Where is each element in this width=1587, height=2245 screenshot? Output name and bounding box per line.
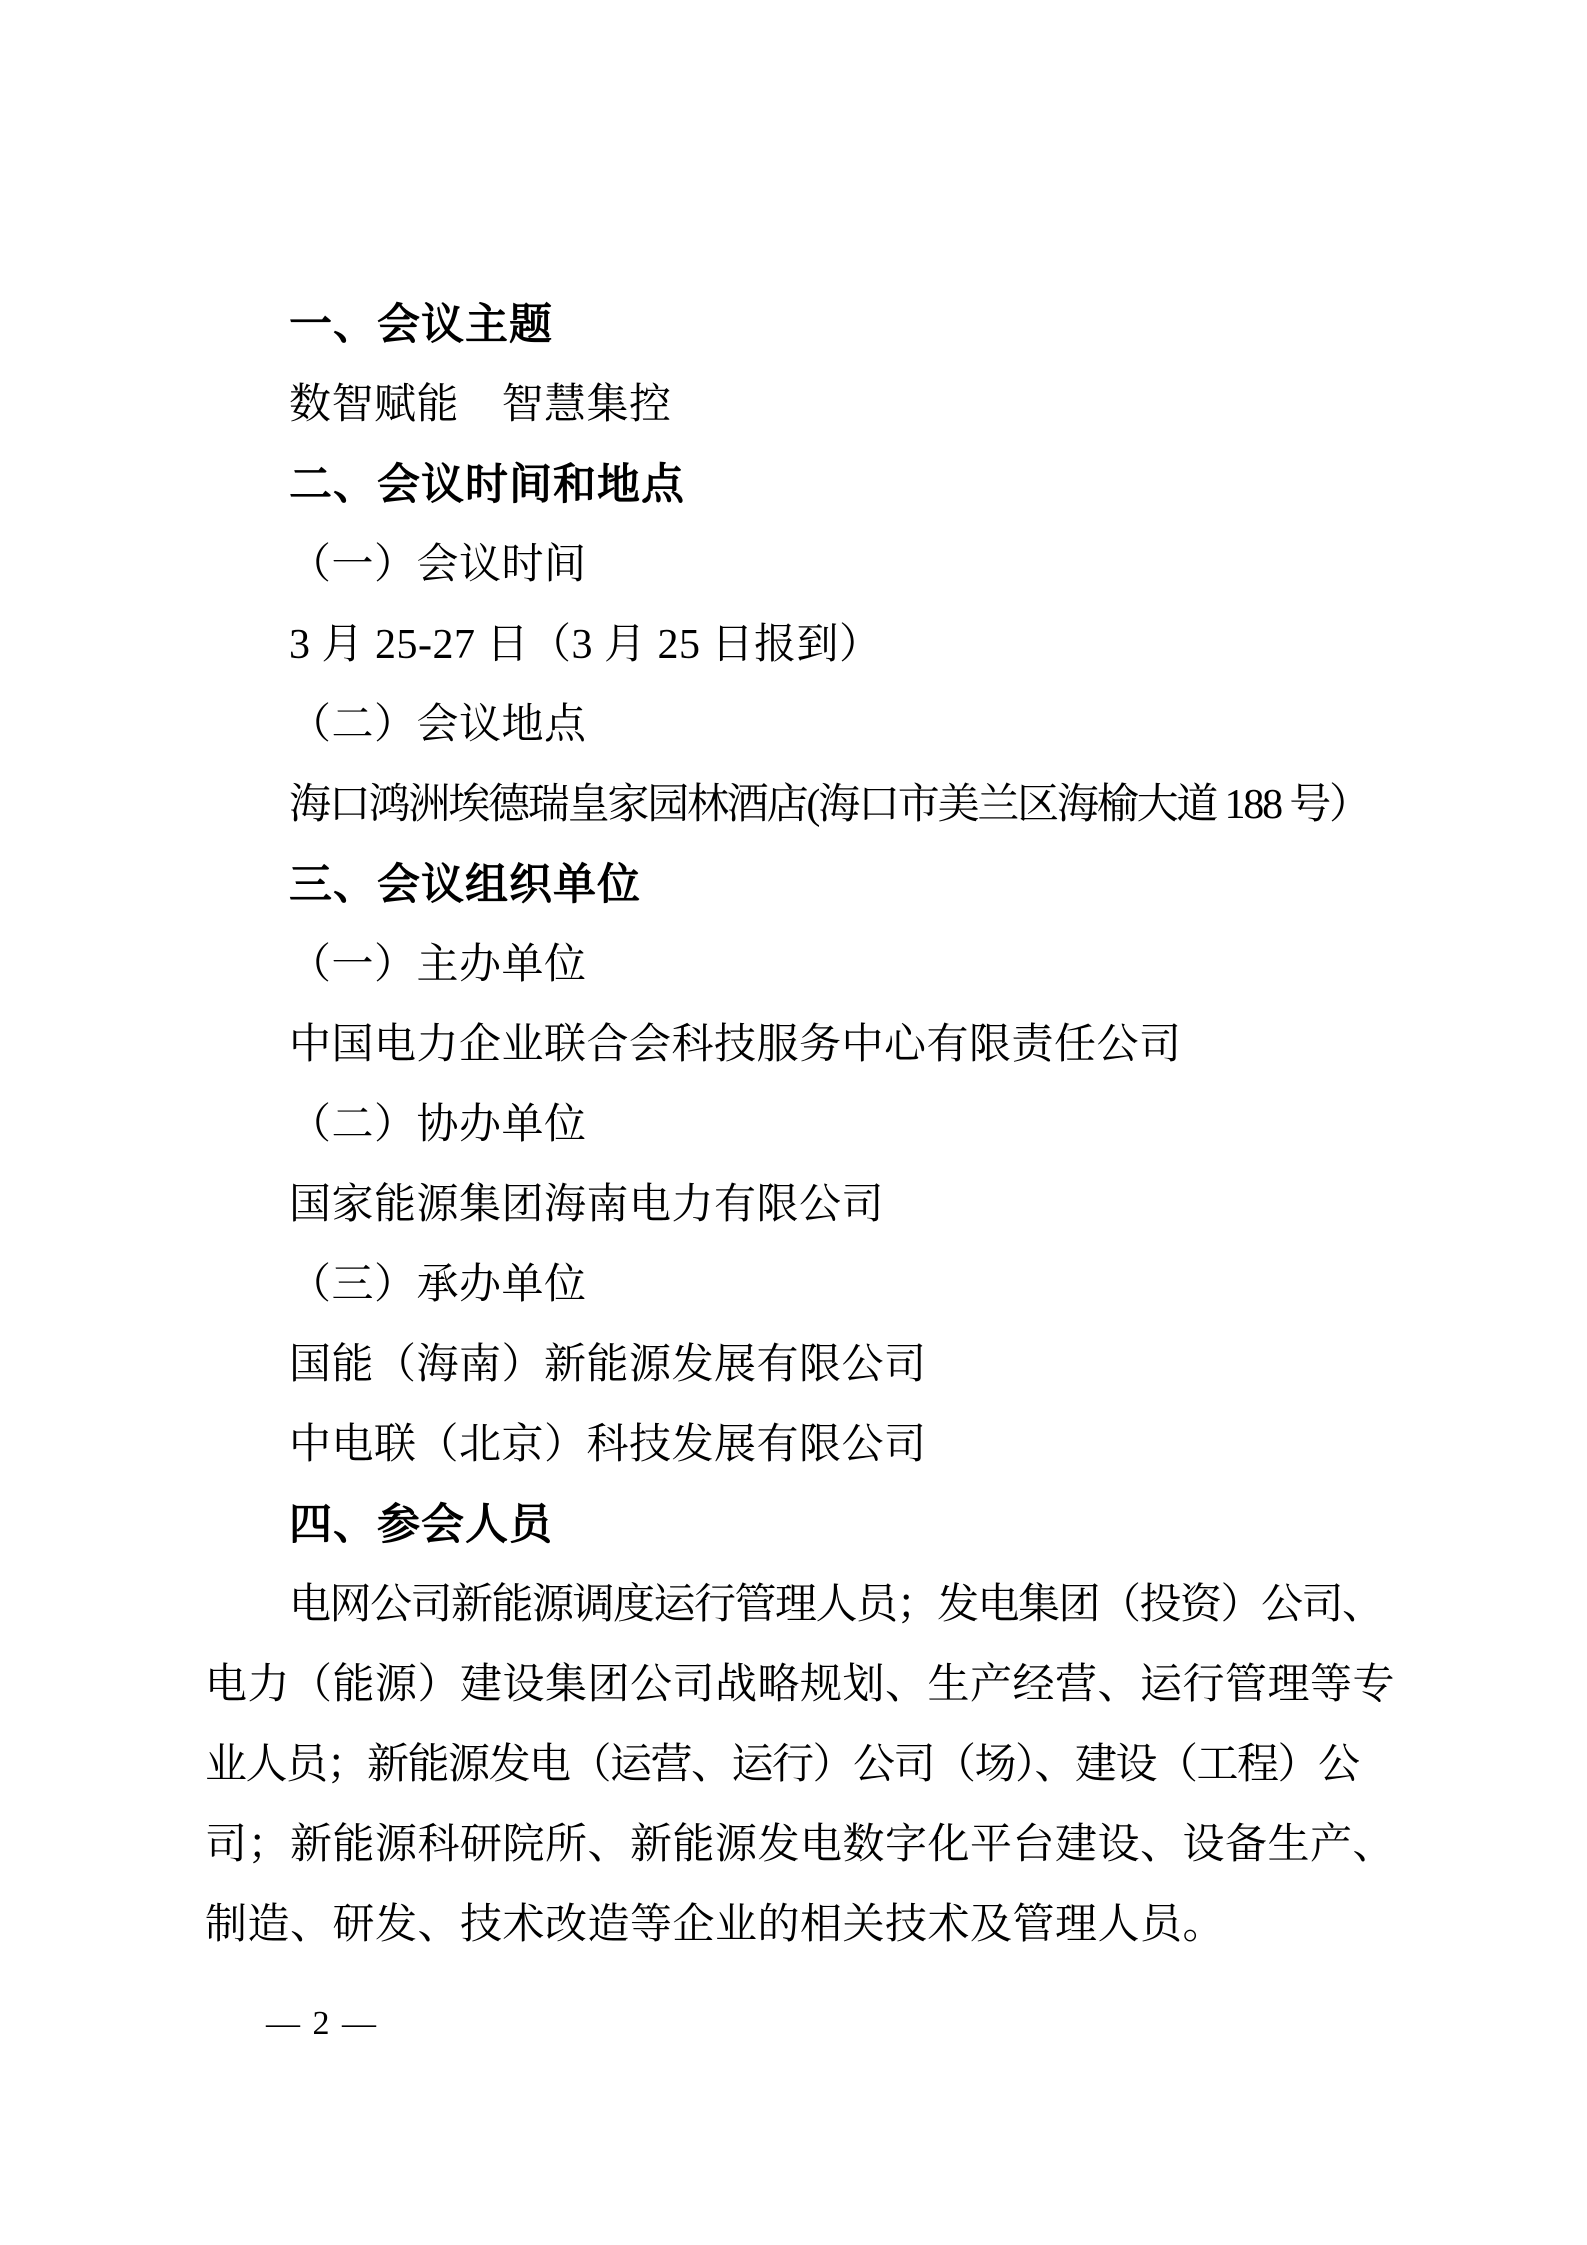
section-heading-participants: 四、参会人员: [289, 1501, 553, 1549]
subheading-meeting-location: （二）会议地点: [289, 702, 587, 748]
section-heading-time-location: 二、会议时间和地点: [289, 461, 685, 509]
meeting-time-text: 3 月 25-27 日（3 月 25 日报到）: [289, 622, 882, 668]
subheading-meeting-time: （一）会议时间: [289, 542, 587, 588]
subheading-host-unit: （一）主办单位: [289, 942, 587, 988]
participants-paragraph-line-4: 司；新能源科研院所、新能源发电数字化平台建设、设备生产、: [205, 1822, 1396, 1868]
co-organizer-unit-text: 国家能源集团海南电力有限公司: [289, 1182, 885, 1228]
participants-paragraph-line-1: 电网公司新能源调度运行管理人员；发电集团（投资）公司、: [289, 1582, 1383, 1628]
page-number: — 2 —: [266, 2005, 378, 2042]
document-body: [205, 285, 1396, 1965]
participants-paragraph-line-3: 业人员；新能源发电（运营、运行）公司（场）、建设（工程）公: [205, 1742, 1359, 1788]
undertaking-unit-text-1: 国能（海南）新能源发展有限公司: [289, 1342, 927, 1388]
section-heading-meeting-theme: 一、会议主题: [289, 301, 553, 349]
undertaking-unit-text-2: 中电联（北京）科技发展有限公司: [289, 1422, 927, 1468]
participants-paragraph-line-5: 制造、研发、技术改造等企业的相关技术及管理人员。: [205, 1902, 1226, 1948]
meeting-location-text: 海口鸿洲埃德瑞皇家园林酒店(海口市美兰区海榆大道 188 号）: [289, 782, 1369, 828]
participants-paragraph-line-2: 电力（能源）建设集团公司战略规划、生产经营、运行管理等专: [205, 1662, 1396, 1708]
subheading-undertaking-unit: （三）承办单位: [289, 1262, 587, 1308]
meeting-theme-text: 数智赋能 智慧集控: [289, 382, 672, 428]
subheading-co-organizer-unit: （二）协办单位: [289, 1102, 587, 1148]
section-heading-organizers: 三、会议组织单位: [289, 861, 641, 909]
host-unit-text: 中国电力企业联合会科技服务中心有限责任公司: [289, 1022, 1182, 1068]
